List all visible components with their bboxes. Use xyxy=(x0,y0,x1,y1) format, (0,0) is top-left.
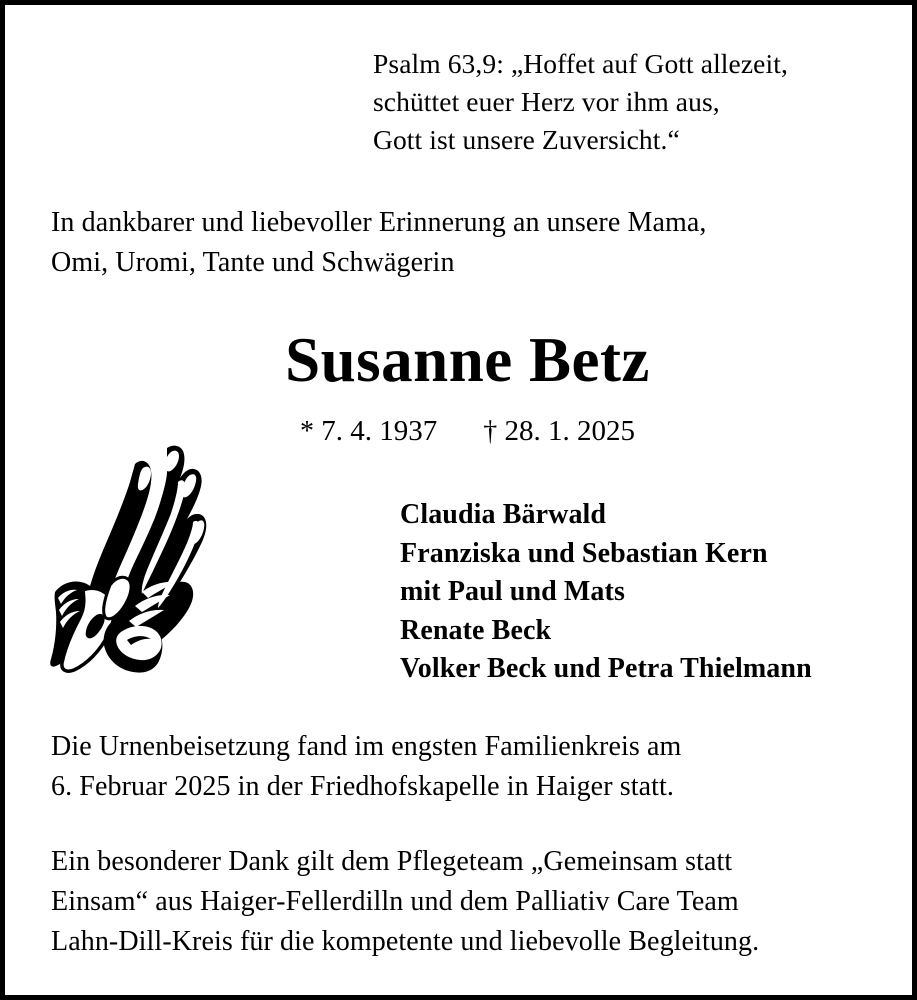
dedication-line-2: Omi, Uromi, Tante und Schwägerin xyxy=(51,247,455,278)
family-name-4: Renate Beck xyxy=(400,614,552,646)
burial-information xyxy=(51,727,901,807)
birth-date: 7. 4. 1937 xyxy=(321,415,438,447)
psalm-line-3: Gott ist unsere Zuversicht.“ xyxy=(373,124,680,155)
deceased-name: Susanne Betz xyxy=(285,325,650,395)
family-name-2: Franziska und Sebastian Kern xyxy=(400,537,768,569)
family-names-list xyxy=(400,496,900,689)
burial-line-1: Die Urnenbeisetzung fand im engsten Familienkreis am xyxy=(51,731,682,762)
burial-line-2: 6. Februar 2025 in der Friedhofskapelle in Haiger statt. xyxy=(51,771,674,802)
psalm-line-1: Psalm 63,9: „Hoffet auf Gott allezeit, xyxy=(373,48,788,79)
death-cross-icon: † xyxy=(483,416,498,447)
thanks-message xyxy=(51,842,906,962)
thanks-line-1: Ein besonderer Dank gilt dem Pflegeteam „Gemeinsam statt xyxy=(51,846,733,877)
family-name-1: Claudia Bärwald xyxy=(400,499,607,530)
dedication-text xyxy=(51,203,901,283)
death-date-group xyxy=(483,415,635,447)
birth-date-group xyxy=(300,415,437,447)
dedication-line-1: In dankbarer und liebevoller Erinnerung an unsere Mama, xyxy=(51,207,707,238)
thanks-line-3: Lahn-Dill-Kreis für die kompetente und liebevolle Begleitung. xyxy=(51,926,760,957)
family-name-3: mit Paul und Mats xyxy=(400,576,625,607)
thanks-line-2: Einsam“ aus Haiger-Fellerdilln und dem Palliativ Care Team xyxy=(51,886,739,917)
praying-hands-icon xyxy=(47,442,227,674)
death-date: 28. 1. 2025 xyxy=(504,415,635,447)
family-name-5: Volker Beck und Petra Thielmann xyxy=(400,653,812,684)
psalm-line-2: schüttet euer Herz vor ihm aus, xyxy=(373,86,720,117)
birth-star-icon: * xyxy=(300,416,314,447)
psalm-verse xyxy=(373,45,893,159)
